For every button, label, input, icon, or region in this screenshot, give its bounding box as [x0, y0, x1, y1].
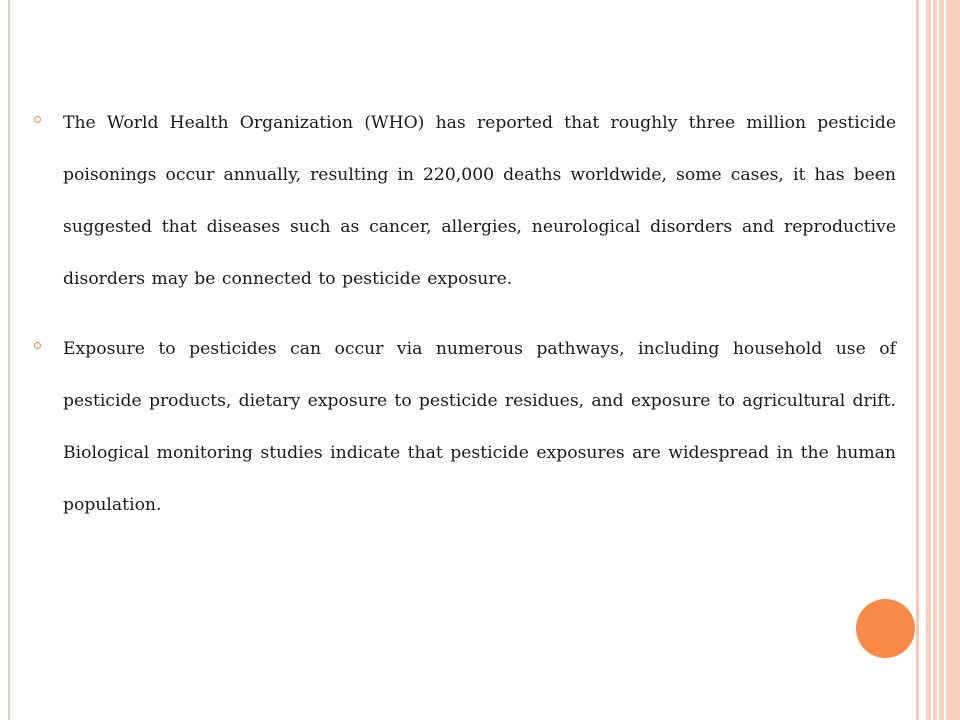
bullet-circle-icon	[34, 116, 41, 123]
frame-right-stripe	[931, 0, 933, 720]
slide-content	[34, 97, 896, 549]
bullet-circle-icon	[34, 342, 41, 349]
bullet-text: The World Health Organization (WHO) has reported that roughly three million pesticide poisonings occur annually, resulting in 220,000 deaths worldwide, some cases, it has been suggested that diseases such as cancer, allergies, neurological disorders and reproductive disorders may be connected to pesticide exposure.	[63, 113, 896, 289]
decorative-orange-circle	[856, 599, 915, 658]
frame-right-stripe	[937, 0, 939, 720]
bullet-text: Exposure to pesticides can occur via numerous pathways, including household use of pesticide products, dietary exposure to pesticide residues, and exposure to agricultural drift. Biological monitoring studies indicate that pesticide exposures are widespread in the human population.	[63, 339, 896, 515]
bullet-item	[34, 97, 896, 305]
frame-right-line	[916, 0, 919, 720]
frame-left-line	[8, 0, 10, 720]
frame-right-stripe	[944, 0, 946, 720]
bullet-item	[34, 323, 896, 531]
